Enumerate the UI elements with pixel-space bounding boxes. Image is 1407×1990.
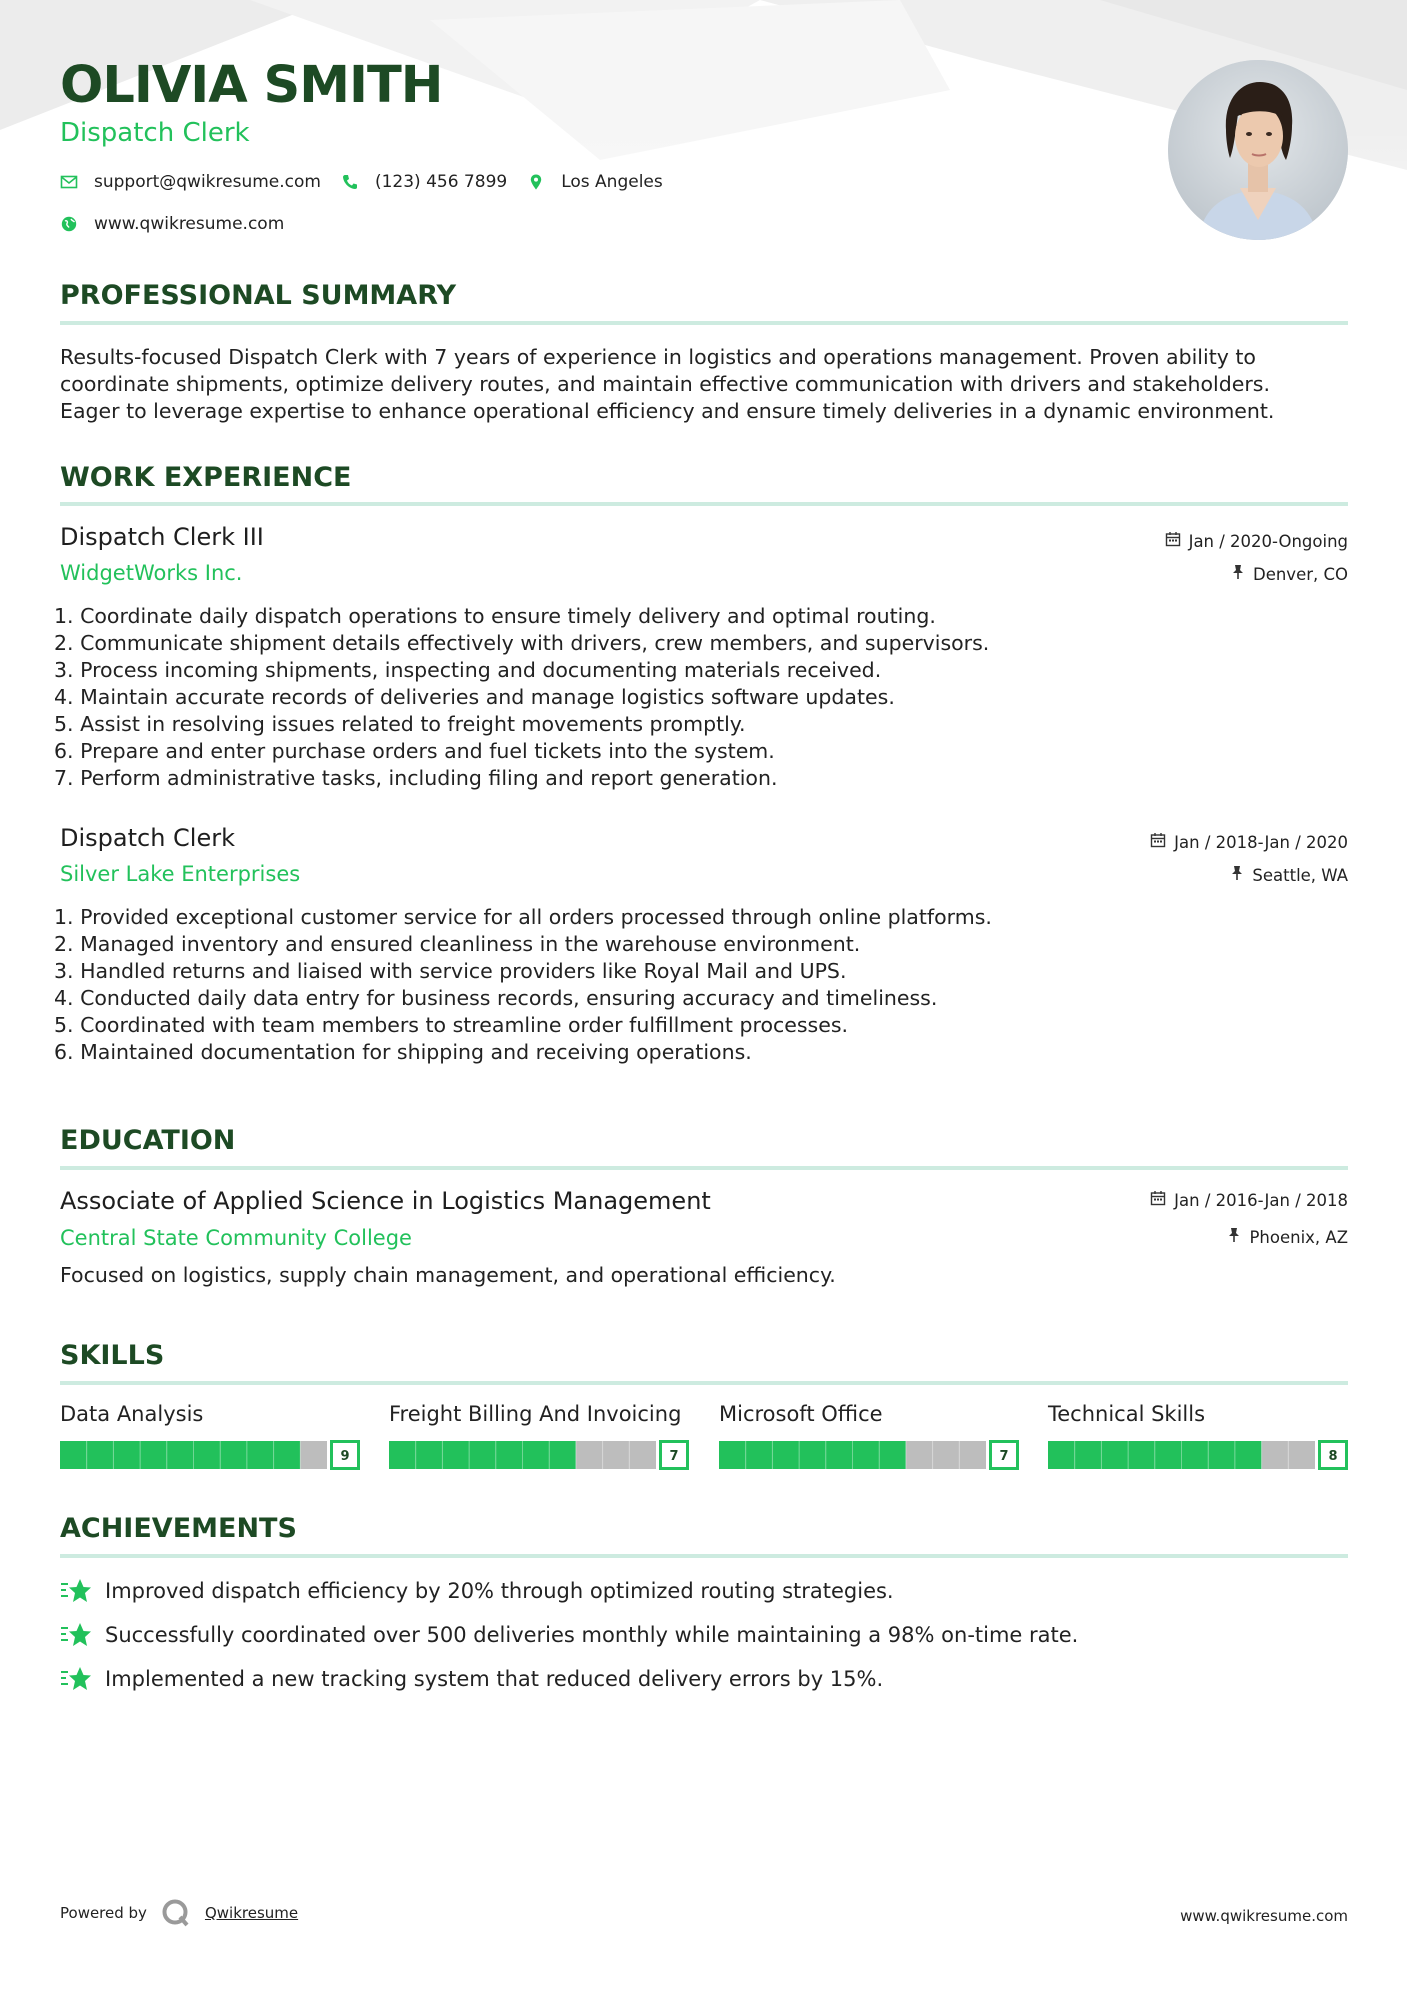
achievement-text: Implemented a new tracking system that reduced delivery errors by 15%.: [105, 1667, 884, 1691]
job-dates: [1150, 832, 1348, 852]
location-text: Seattle, WA: [1252, 865, 1348, 885]
section-divider: [60, 321, 1348, 325]
list-item: 2. Managed inventory and ensured cleanliness in the warehouse environment.: [54, 932, 861, 956]
degree-title: Associate of Applied Science in Logistics Management: [60, 1187, 711, 1215]
achievement-text: Successfully coordinated over 500 deliveries monthly while maintaining a 98% on-time rate.: [105, 1623, 1079, 1647]
list-item: 5. Assist in resolving issues related to freight movements promptly.: [54, 712, 746, 736]
skill-segment-filled: [496, 1441, 523, 1469]
star-icon: [60, 1620, 92, 1650]
list-item: 4. Conducted daily data entry for business records, ensuring accuracy and timeliness.: [54, 986, 938, 1010]
date-range: Jan / 2016-Jan / 2018: [1174, 1190, 1348, 1210]
skill-segment-filled: [416, 1441, 443, 1469]
list-item: 2. Communicate shipment details effectively with drivers, crew members, and supervisors.: [54, 631, 990, 655]
pushpin-icon: [1227, 1227, 1241, 1247]
education-dates: [1150, 1190, 1348, 1210]
footer-website[interactable]: www.qwikresume.com: [1180, 1907, 1348, 1925]
skill-segment-filled: [1155, 1441, 1182, 1469]
section-divider: [60, 1166, 1348, 1170]
skill-segment-filled: [772, 1441, 799, 1469]
skill-segment-filled: [1182, 1441, 1209, 1469]
skill-bar-graphic: [389, 1440, 689, 1470]
skill-level-value: 7: [669, 1449, 679, 1464]
map-marker-icon: [527, 173, 545, 191]
company-name: Silver Lake Enterprises: [60, 862, 301, 886]
skill-level-value: 9: [340, 1449, 350, 1464]
skill-segment-filled: [442, 1441, 469, 1469]
envelope-icon: [60, 173, 78, 191]
company-name: WidgetWorks Inc.: [60, 561, 243, 585]
star-icon: [60, 1664, 92, 1694]
skill-segment-filled: [746, 1441, 773, 1469]
date-range: Jan / 2020-Ongoing: [1188, 531, 1348, 551]
skill-segment-filled: [549, 1441, 576, 1469]
list-item: 5. Coordinated with team members to streamline order fulfillment processes.: [54, 1013, 849, 1037]
skill-name: Technical Skills: [1048, 1402, 1206, 1426]
skill-segment-filled: [879, 1441, 906, 1469]
skill-segment-filled: [247, 1441, 274, 1469]
section-divider: [60, 502, 1348, 506]
date-range: Jan / 2018-Jan / 2020: [1174, 832, 1348, 852]
skill-segment-filled: [113, 1441, 140, 1469]
website-link[interactable]: www.qwikresume.com: [94, 214, 285, 234]
skill-segment-filled: [140, 1441, 167, 1469]
job-bullets: [54, 904, 1254, 1066]
skill-name: Data Analysis: [60, 1402, 204, 1426]
list-item: 4. Maintain accurate records of deliveries and manage logistics software updates.: [54, 685, 895, 709]
achievement-item: [60, 1620, 1078, 1650]
list-item: 1. Coordinate daily dispatch operations to ensure timely delivery and optimal routing.: [54, 604, 936, 628]
skill-bar: [1048, 1440, 1348, 1470]
footer-branding: [60, 1898, 298, 1928]
skill-segment-empty: [959, 1441, 986, 1469]
website-row: [60, 214, 304, 234]
globe-icon: [60, 215, 78, 233]
achievements-heading: ACHIEVEMENTS: [60, 1513, 297, 1544]
skill-bar-graphic: [719, 1440, 1019, 1470]
list-item: 7. Perform administrative tasks, including filing and report generation.: [54, 766, 778, 790]
list-item: 3. Process incoming shipments, inspecting and documenting materials received.: [54, 658, 882, 682]
location-text: Phoenix, AZ: [1249, 1227, 1348, 1247]
skill-segment-filled: [167, 1441, 194, 1469]
list-item: 6. Maintained documentation for shipping and receiving operations.: [54, 1040, 752, 1064]
summary-text: [60, 344, 1350, 425]
skill-segment-filled: [1235, 1441, 1262, 1469]
skill-bar: [389, 1440, 689, 1470]
job-bullets: [54, 603, 1254, 792]
summary-line: Eager to leverage expertise to enhance operational efficiency and ensure timely deliveries in a dynamic environment.: [60, 399, 1275, 423]
skill-segment-empty: [906, 1441, 933, 1469]
list-item: 1. Provided exceptional customer service for all orders processed through online platforms.: [54, 905, 992, 929]
pushpin-icon: [1230, 865, 1244, 885]
skill-segment-filled: [469, 1441, 496, 1469]
skill-segment-empty: [300, 1441, 327, 1469]
job-location: [1231, 564, 1348, 584]
skill-name: Freight Billing And Invoicing: [389, 1402, 682, 1426]
skill-segment-filled: [194, 1441, 221, 1469]
location-text: Los Angeles: [561, 172, 663, 192]
profile-photo: [1168, 60, 1348, 240]
skill-level-value: 8: [1328, 1449, 1338, 1464]
list-item: 3. Handled returns and liaised with service providers like Royal Mail and UPS.: [54, 959, 847, 983]
skill-segment-filled: [1048, 1441, 1075, 1469]
job-title-header: Dispatch Clerk: [60, 118, 250, 148]
calendar-icon: [1165, 531, 1181, 551]
summary-line: Results-focused Dispatch Clerk with 7 years of experience in logistics and operations management. Proven ability to: [60, 345, 1256, 369]
skill-bar-graphic: [60, 1440, 360, 1470]
achievement-item: [60, 1664, 883, 1694]
job-dates: [1165, 531, 1348, 551]
skill-bar: [719, 1440, 1019, 1470]
skill-segment-filled: [523, 1441, 550, 1469]
calendar-icon: [1150, 1190, 1166, 1210]
experience-heading: WORK EXPERIENCE: [60, 462, 352, 493]
education-heading: EDUCATION: [60, 1125, 236, 1156]
contact-row: [60, 172, 683, 192]
skill-segment-filled: [1101, 1441, 1128, 1469]
skill-segment-empty: [1262, 1441, 1289, 1469]
skill-level-value: 7: [999, 1449, 1009, 1464]
skill-bar-graphic: [1048, 1440, 1348, 1470]
skill-segment-filled: [389, 1441, 416, 1469]
location-text: Denver, CO: [1252, 564, 1348, 584]
skill-segment-empty: [1288, 1441, 1315, 1469]
education-description: Focused on logistics, supply chain management, and operational efficiency.: [60, 1263, 836, 1287]
qwikresume-logo-icon: [161, 1898, 191, 1928]
skill-segment-filled: [853, 1441, 880, 1469]
pushpin-icon: [1231, 564, 1245, 584]
achievement-text: Improved dispatch efficiency by 20% through optimized routing strategies.: [105, 1579, 894, 1603]
calendar-icon: [1150, 832, 1166, 852]
section-divider: [60, 1381, 1348, 1385]
skills-heading: SKILLS: [60, 1340, 165, 1371]
skill-bar: [60, 1440, 360, 1470]
achievement-item: [60, 1576, 894, 1606]
skill-name: Microsoft Office: [719, 1402, 883, 1426]
candidate-name: OLIVIA SMITH: [60, 56, 443, 115]
email-link[interactable]: support@qwikresume.com: [94, 172, 321, 192]
skill-segment-filled: [1208, 1441, 1235, 1469]
job-title: Dispatch Clerk: [60, 824, 235, 852]
school-name: Central State Community College: [60, 1226, 412, 1250]
skill-segment-filled: [274, 1441, 301, 1469]
education-location: [1227, 1227, 1348, 1247]
skill-segment-filled: [719, 1441, 746, 1469]
skill-segment-empty: [576, 1441, 603, 1469]
summary-heading: PROFESSIONAL SUMMARY: [60, 280, 457, 311]
summary-line: coordinate shipments, optimize delivery routes, and maintain effective communication with drivers and stakeholders.: [60, 372, 1271, 396]
skill-segment-filled: [220, 1441, 247, 1469]
job-title: Dispatch Clerk III: [60, 523, 264, 551]
star-icon: [60, 1576, 92, 1606]
skill-segment-filled: [826, 1441, 853, 1469]
list-item: 6. Prepare and enter purchase orders and fuel tickets into the system.: [54, 739, 775, 763]
brand-link[interactable]: Qwikresume: [204, 1904, 299, 1922]
skill-segment-filled: [1128, 1441, 1155, 1469]
skill-segment-filled: [799, 1441, 826, 1469]
skill-segment-filled: [1075, 1441, 1102, 1469]
section-divider: [60, 1554, 1348, 1558]
phone-number[interactable]: (123) 456 7899: [374, 172, 508, 192]
skill-segment-empty: [933, 1441, 960, 1469]
skill-segment-filled: [60, 1441, 87, 1469]
job-location: [1230, 865, 1348, 885]
phone-icon: [341, 173, 359, 191]
skill-segment-filled: [87, 1441, 114, 1469]
skill-segment-empty: [603, 1441, 630, 1469]
powered-by-label: Powered by: [60, 1904, 147, 1922]
skill-segment-empty: [629, 1441, 656, 1469]
